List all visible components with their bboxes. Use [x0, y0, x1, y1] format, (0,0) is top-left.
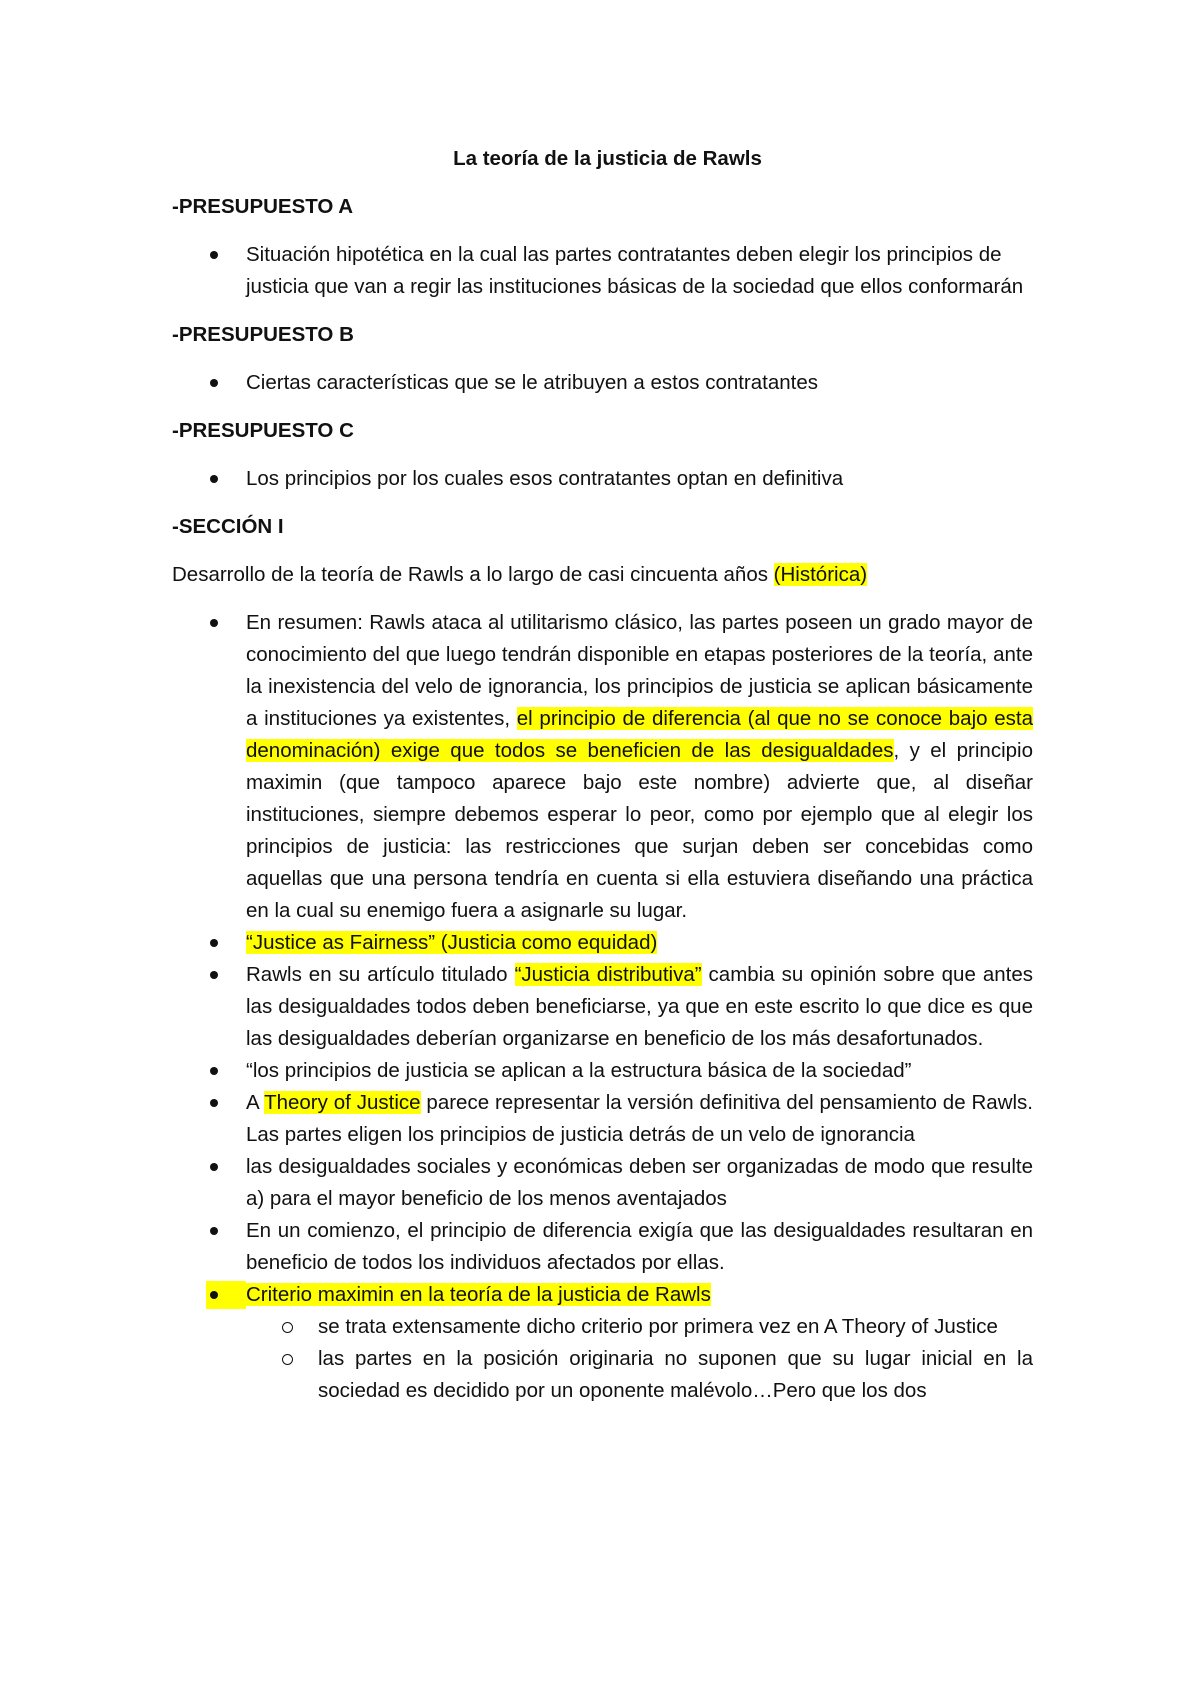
list-item: [172, 959, 1033, 1055]
highlighted-text: Criterio maximin en la teoría de la justicia de Rawls: [246, 1283, 711, 1306]
bullet-text: Situación hipotética en la cual las partes contratantes deben elegir los principios de justicia que van a regir las instituciones básicas de la sociedad que ellos conformarán: [246, 243, 1024, 298]
list-item: [172, 1215, 1033, 1279]
heading-presupuesto-b: -PRESUPUESTO B: [172, 323, 354, 346]
list-item: [172, 1087, 1033, 1151]
bullet-text: En resumen: Rawls ataca al utilitarismo clásico, las partes poseen un grado mayor de conocimiento del que luego tendrán disponible en etapas posteriores de la teoría, ante la inexistencia del velo de ignorancia, los principios de justicia se aplican básicamente a instituciones ya existentes,: [246, 611, 1033, 730]
bullet-text: Rawls en su artículo titulado: [246, 963, 515, 986]
list-item: [172, 1055, 1033, 1087]
highlighted-text: el principio de diferencia (al que no se conoce bajo esta denominación) exige que todos se beneficien de las desigualdades: [246, 707, 1034, 762]
list-presupuesto-b: [172, 367, 1033, 399]
bullet-text: cambia su opinión sobre que antes las desigualdades todos deben beneficiarse, ya que en este escrito lo que dice es que las desigualdades deberían organizarse en beneficio de los más desafortunados.: [246, 963, 1033, 1050]
bullet-text: Ciertas características que se le atribuyen a estos contratantes: [246, 371, 819, 394]
intro-text: Desarrollo de la teoría de Rawls a lo largo de casi cincuenta años: [172, 563, 774, 586]
list-item: [172, 607, 1033, 927]
bullet-text: , y el principio maximin (que tampoco aparece bajo este nombre) advierte que, al diseñar instituciones, siempre debemos esperar lo peor, como por ejemplo que al elegir los principios de justicia: las restricciones que surjan deben ser concebidas como aquellas que una persona tendría en cuenta si ella estuviera diseñando una práctica en la cual su enemigo fuera a asignarle su lugar.: [246, 739, 1033, 922]
highlighted-text: “Justicia distributiva”: [514, 963, 702, 986]
bullet-text: En un comienzo, el principio de diferencia exigía que las desigualdades resultaran en beneficio de todos los individuos afectados por ellas.: [246, 1219, 1033, 1274]
bullet-text: A: [246, 1091, 265, 1114]
sub-bullet-text: las partes en la posición originaria no suponen que su lugar inicial en la sociedad es decidido por un oponente malévolo…Pero que los dos: [318, 1347, 1033, 1402]
list-seccion-i: [172, 607, 1033, 1407]
document-title: La teoría de la justicia de Rawls: [453, 147, 762, 170]
list-item: [172, 367, 1033, 399]
list-item: [172, 463, 1033, 495]
list-item: [172, 1151, 1033, 1215]
list-item: [172, 239, 1033, 303]
seccion-intro: [172, 559, 1033, 591]
bullet-text: Los principios por los cuales esos contratantes optan en definitiva: [246, 467, 844, 490]
highlighted-text: Theory of Justice: [264, 1091, 421, 1114]
list-item: [172, 927, 1033, 959]
highlighted-text: “Justice as Fairness” (Justicia como equidad): [246, 931, 658, 954]
list-item-highlighted: [172, 1279, 1033, 1407]
heading-presupuesto-c: -PRESUPUESTO C: [172, 419, 354, 442]
sub-list-item: [172, 1343, 1033, 1407]
intro-highlight: (Histórica): [773, 563, 868, 586]
heading-presupuesto-a: -PRESUPUESTO A: [172, 195, 354, 218]
list-presupuesto-c: [172, 463, 1033, 495]
bullet-text: “los principios de justicia se aplican a la estructura básica de la sociedad”: [246, 1059, 912, 1082]
list-presupuesto-a: [172, 239, 1033, 303]
bullet-text: parece representar la versión definitiva del pensamiento de Rawls. Las partes eligen los principios de justicia detrás de un velo de ignorancia: [246, 1091, 1033, 1146]
heading-seccion-i: -SECCIÓN I: [172, 515, 284, 538]
bullet-text: las desigualdades sociales y económicas deben ser organizadas de modo que resulte a) para el mayor beneficio de los menos aventajados: [246, 1155, 1033, 1210]
sub-bullet-text: se trata extensamente dicho criterio por primera vez en A Theory of Justice: [318, 1315, 998, 1338]
sub-list-item: [172, 1311, 1033, 1343]
sub-list: [172, 1311, 1033, 1407]
